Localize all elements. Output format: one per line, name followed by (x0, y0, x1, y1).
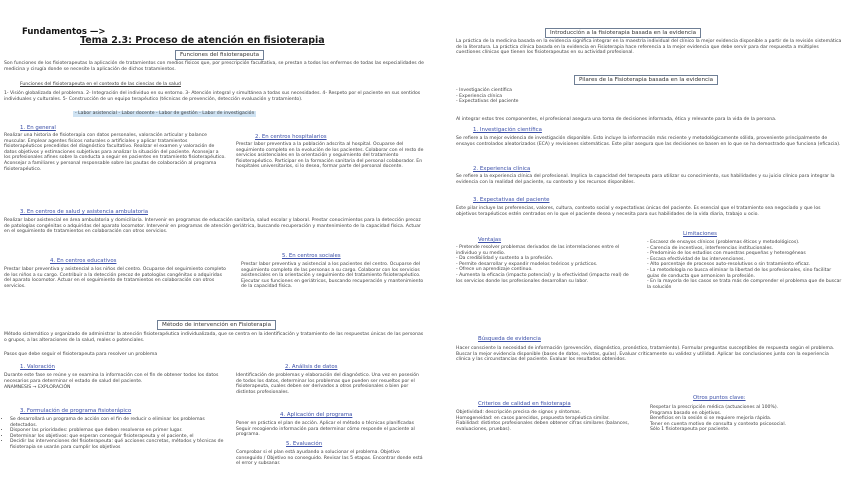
ventajas-heading: Ventajas (478, 237, 502, 243)
list-item: - Expectativas del paciente (456, 99, 519, 105)
page-title: Tema 2.3: Proceso de atención en fisioterapia (80, 35, 325, 46)
list-item: • Se desarrollará un programa de acción con el fin de reducir o eliminar los problemas detectados. (10, 417, 226, 428)
investigacion-text: Se refiere a la mejor evidencia de investigación disponible. Esto incluye la información más reciente y metodológicamente sólida, proveniente principalmente de ensayos controlados aleatorizados (ECA) y revisiones sistemáticas. Este pilar asegura que las decisiones se basen en lo que se ha demostrado que funciona (eficacia). (456, 136, 841, 147)
metodo-text: Método sistemático y organizado de administrar la atención fisioterapéutica individualizada, que se centra en la identificación y tratamiento de las respuestas únicas de las personas o grupos, a las alteraciones de la salud, reales o potenciales. (4, 332, 424, 343)
educativos-text: Prestar labor preventiva y asistencial a los niños del centro. Ocuparse del seguimiento completo de los niños a su cargo. Contribuir a la detección precoz de patologías congénitas o adquiridas del aparato locomotor. Actuar en el seguimiento de tratamientos en colaboración con otros servicios. (4, 267, 226, 289)
contexto-text: 1- Visión globalizada del problema. 2- Integración del individuo en su entorno. 3- Atención integral y simultánea a todas sus necesidades. 4- Respeto por el paciente en sus sentidos individuales y culturales. 5- Construcción de un equipo terapéutico (técnicas de prevención, detección evaluación y tratamiento). (4, 91, 421, 102)
contexto-heading: Funciones del fisioterapeuta en el contexto de las ciencias de la salud (20, 82, 181, 87)
pasos-text: Pasos que debe seguir el fisioterapeuta para resolver un problema (4, 352, 158, 357)
list-item: - Carencia de incentivos, interferencias institucionales. (647, 245, 774, 251)
list-item: - Aumenta la eficacia (impacto potencial) y la efectividad (impacto real) de los servicios donde los profesionales desarrollan su labor. (456, 272, 629, 284)
ambulatoria-heading: 3. En centros de salud y asistencia ambulatoria (20, 209, 149, 215)
criterios-list (456, 410, 646, 432)
formulacion-heading: 3. Formulación de programa fisioterápico (20, 408, 132, 414)
formulacion-list (4, 417, 226, 451)
expectativas-text: Este pilar incluye las preferencias, valores, cultura, contexto social y expectativas únicas del paciente. Es esencial que el tratamiento sea negociado y que los objetivos terapéuticos estén centrados en lo que el paciente desea y necesita para sus habilidades de la vida diaria, trabajo u ocio. (456, 206, 821, 217)
investigacion-heading: 1. Investigación científica (473, 127, 542, 133)
list-item: - Alto porcentaje de procesos auto-resolutivos o sin tratamiento eficaz. (647, 262, 811, 268)
list-item: - Permite desarrollar y expandir modelos teóricos y prácticos. (456, 261, 598, 267)
experiencia-heading: 2. Experiencia clínica (473, 166, 531, 172)
busqueda-heading: Búsqueda de evidencia (478, 336, 541, 342)
general-heading: 1. En general (20, 125, 56, 131)
sociales-heading: 5. En centros sociales (282, 253, 341, 259)
list-item: - Escasez de ensayos clínicos (problemas éticos y metodológicos). (647, 240, 800, 245)
fundamentos-label: Fundamentos —> (22, 27, 106, 37)
list-item: Fiabilidad: distintos profesionales deben obtener cifras similares (balances, evaluaciones, pruebas). (456, 421, 629, 432)
list-item: Sólo 1 fisioterapeuta por paciente. (650, 427, 730, 433)
analisis-text: Identificación de problemas y elaboración del diagnóstico. Una vez en posesión de todos los datos, determinar los problemas que pueden ser resueltos por el fisioterapeuta, cuales deben ser derivados a otros profesionales o bien por distintos profesionales. (236, 373, 419, 395)
list-item: - La metodología no busca eliminar la libertad de los profesionales, sino facilitar guías de conducta que armonicen la profesión. (647, 267, 832, 279)
expectativas-heading: 3. Expectativas del paciente (473, 197, 550, 203)
list-item: - Ofrece un aprendizaje continuo. (456, 267, 533, 273)
educativos-heading: 4. En centros educativos (50, 258, 117, 264)
limitaciones-heading: Limitaciones (683, 231, 717, 237)
busqueda-text: Hacer consciente la necesidad de información (prevención, diagnóstico, pronóstico, tratamiento). Formular preguntas susceptibles de respuesta según el problema. Buscar la mejor evidencia disponible (bases de datos, revistas, guías). Evaluar críticamente su validez y utilidad. Aplicar las conclusiones junto con la experiencia clínica y las circunstancias del paciente. Evaluar los resultados obtenidos. (456, 346, 835, 363)
funciones-box: Funciones del fisioterapeuta (175, 50, 264, 60)
otros-list (650, 405, 844, 433)
evaluacion-text: Comprobar si el plan está ayudando a solucionar el problema. Objetivo conseguido / Objetivo no conseguido. Revisar las 5 etapas. Encontrar donde está el error y subsanar. (236, 450, 423, 467)
funciones-text: Son funciones de los fisioterapeutas la aplicación de tratamientos con medios físicos que, por prescripción facultativa, se prestan a todos los enfermos de todas las especialidades de medicina y cirugía donde se necesite la aplicación de dichos tratamientos. (4, 61, 424, 72)
list-item: Homogeneidad: en casos parecidos, propuesta terapéutica similar. (456, 415, 610, 421)
list-item: - Experiencia clínica (456, 93, 503, 99)
evaluacion-heading: 5. Evaluación (286, 441, 323, 447)
intro-box: Introducción a la fisioterapia basada en la evidencia (545, 28, 701, 38)
list-item: - Pretende resolver problemas derivados de las interrelaciones entre el individuo y su medio. (456, 245, 620, 256)
anamnesis-text: ANAMNESIS → EXPLORACIÓN (4, 385, 71, 390)
list-item: Respetar la prescripción médica (actuaciones al 100%). (650, 405, 779, 410)
list-item: Tener en cuenta motivo de consulta y contexto psicosocial. (650, 421, 787, 427)
metodo-box: Método de intervención en Fisioterapia (157, 320, 276, 330)
list-item: - Investigación científica (456, 88, 512, 93)
aplicacion-heading: 4. Aplicación del programa (280, 412, 353, 418)
pilares-text: Al integrar estos tres componentes, el profesional asegura una toma de decisiones informada, ética y relevante para la vida de la persona. (456, 117, 777, 122)
limitaciones-list (647, 240, 843, 290)
sociales-text: Prestar labor preventiva y asistencial a los pacientes del centro. Ocuparse del seguimiento completo de las personas a su cargo. Colaborar con los servicios asistenciales en la orientación y seguimiento del tratamiento fisioterapéutico. Ejecutar sus funciones en geriátricos, buscando recuperación y mantenimiento de la capacidad física. (241, 262, 424, 290)
analisis-heading: 2. Análisis de datos (285, 364, 338, 370)
hospitalarios-text: Prestar labor preventiva a la población adscrita al hospital. Ocuparse del seguimiento completo en la evolución de los pacientes. Colaborar con el resto de servicios asistenciales en la orientación y seguimiento del tratamiento fisioterapéutico. Participar en la formación sanitaria del personal colaborador. En hospitales universitarios, si lo desea, formar parte del personal docente. (236, 142, 424, 170)
list-item: • Disponer las prioridades: problemas que deben resolverse en primer lugar. (10, 428, 226, 434)
labores-list: - Labor asistencial - Labor docente - Labor de gestión - Labor de investigación (75, 111, 255, 116)
aplicacion-text: Poner en práctica el plan de acción. Aplicar el método o técnicas planificadas Seguir recogiendo información para determinar cómo responde el paciente al programa. (236, 421, 415, 438)
hospitalarios-heading: 2. En centros hospitalarios (255, 134, 327, 140)
valoracion-heading: 1. Valoración (20, 364, 55, 370)
list-item: - Escasa efectividad de las intervenciones. (647, 256, 745, 262)
valoracion-text: Durante este fase se reúne y se examina la información con el fin de obtener todos los datos necesarios para determinar el estado de salud del paciente. (4, 373, 219, 384)
list-item: - Predominio de los estudios con muestras pequeñas y heterogéneas (647, 251, 806, 257)
list-item: Programa basado en objetivos. (650, 410, 722, 416)
ambulatoria-text: Realizar labor asistencial en área ambulatoria y domiciliaria. Intervenir en programas de educación sanitaria, salud escolar y laboral. Prestar conocimientos para la detección precoz de patologías congénitas o adquiridas del aparato locomotor. Intervenir en programas de atención geriátrica, buscando recuperación y mantenimiento de la capacidad física. Actuar en el seguimiento de tratamientos en colaboración con otros servicios. (4, 218, 421, 235)
list-item: - Da credibilidad y sustento a la profesión. (456, 256, 554, 262)
list-item: Objetividad: descripción precisa de signos y síntomas. (456, 410, 581, 415)
otros-heading: Otros puntos clave: (693, 395, 746, 401)
ventajas-list (456, 245, 636, 284)
list-item: Beneficios en la sesión si se requiere mejoría rápida. (650, 416, 772, 422)
criterios-heading: Criterios de calidad en fisioterapia (478, 401, 571, 407)
experiencia-text: Se refiere a la experiencia clínica del profesional. Implica la capacidad del terapeuta para utilizar su conocimiento, sus habilidades y su juicio clínico para integrar la evidencia con la realidad del paciente, su contexto y los recursos disponibles. (456, 174, 835, 185)
pilares-box: Pilares de la Fisioterapia basada en la evidencia (574, 75, 718, 85)
list-item: • Decidir las intervenciones del fisioterapeuta: qué acciones concretas, métodos y técnicas de fisioterapia se usarán para cumplir los objetivos (10, 439, 226, 450)
list-item: • Determinar los objetivos: que esperan conseguir fisioterapeuta y el paciente, el (10, 434, 226, 440)
general-text: Realizar una historia de fisioterapia con datos personales, valoración articular y balance muscular. Emplear agentes físicos naturales o artificiales y aplicar tratamientos fisioterapéuticos precedidos del diagnóstico facultativo. Realizar el examen y valoración de datos objetivos y estimaciones subjetivas para analizar la situación del paciente. Aconsejar a los profesionales afines sobre la conducta a seguir en pacientes en tratamiento fisioterapéutico. Aconsejar a familiares y personal responsable sobre las pautas de colaboración al programa fisioterapéutico. (4, 133, 226, 172)
list-item: - En la mayoría de los casos se trata más de comprender el problema que de buscar la solución (647, 279, 842, 290)
pilares-list (456, 88, 518, 105)
intro-text: La práctica de la medicina basada en la evidencia significa integrar en la maestría individual del clínico la mejor evidencia disponible a partir de la revisión sistemática de la literatura. La práctica clínica basada en la evidencia en Fisioterapia hace referencia a la mejor evidencia que debe servir para dar respuesta a múltiples cuestiones clínicas que tienen los fisioterapeutas en su actividad profesional. (456, 39, 842, 56)
